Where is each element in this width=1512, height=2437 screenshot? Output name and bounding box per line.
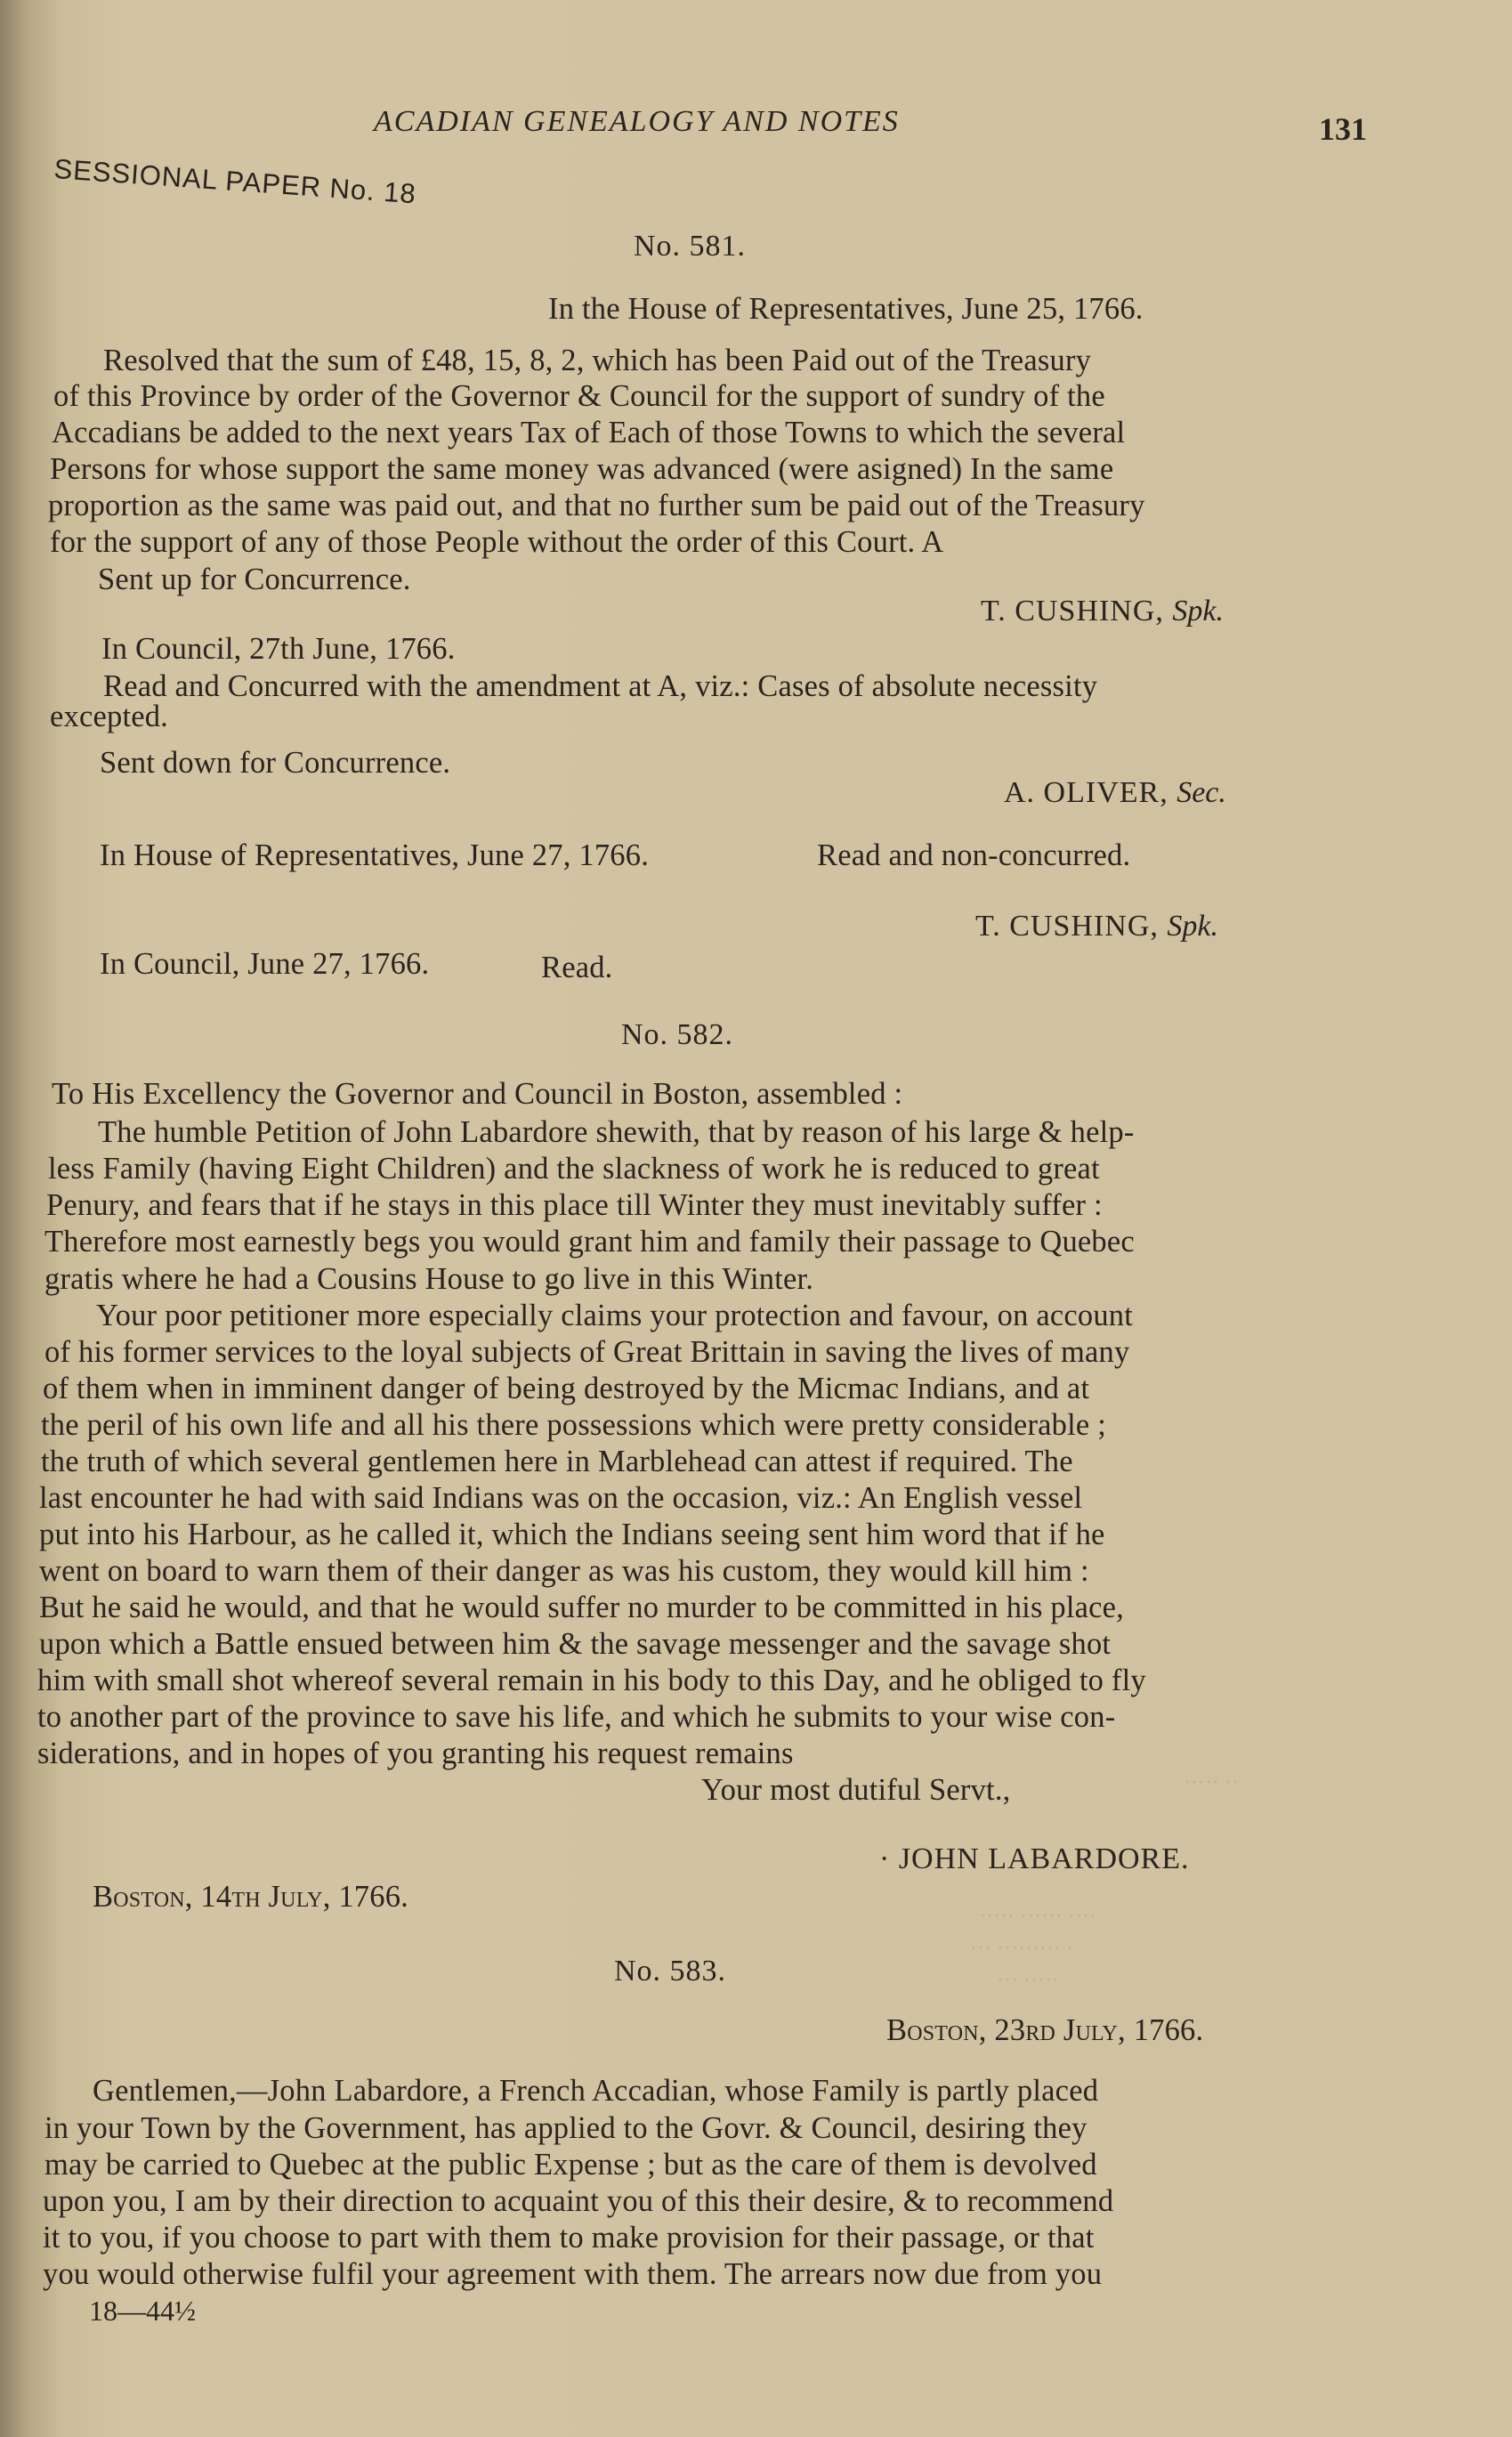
doc-582-line: less Family (having Eight Children) and the slackness of work he is reduced to great [48,1152,1100,1186]
doc-582-line: upon which a Battle ensued between him & the savage messenger and the savage shot [39,1627,1112,1661]
doc-582-line: But he said he would, and that he would suffer no murder to be committed in his place, [39,1591,1125,1624]
council-result-2: Read. [541,951,613,984]
house-result-2: Read and non-concurred. [817,838,1131,872]
doc-582-line: The humble Petition of John Labardore shewith, that by reason of his large & help- [98,1115,1135,1149]
doc-581-line: Accadians be added to the next years Tax of Each of those Towns to which the several [52,416,1126,449]
doc-581-line: Sent up for Concurrence. [98,563,411,596]
doc-582-line: siderations, and in hopes of you granting his request remains [37,1737,794,1770]
council-date-2: In Council, June 27, 1766. [100,947,430,981]
doc-583-line: Gentlemen,—John Labardore, a French Accadian, whose Family is partly placed [93,2074,1099,2108]
signature-labardore: · JOHN LABARDORE. [879,1842,1190,1875]
doc-582-number: No. 582. [621,1018,734,1051]
doc-583-dateline: Boston, 23rd July, 1766. [886,2013,1204,2047]
bleed-through-text: ··· ········· · [970,1937,1073,1960]
signature-cushing-2: T. CUSHING, Spk. [975,910,1218,943]
page-number: 131 [1319,111,1367,147]
bleed-through-text: ····· ······ ···· [979,1905,1096,1928]
doc-583-line: you would otherwise fulfil your agreement with them. The arrears now due from you [43,2257,1103,2291]
doc-581-number: No. 581. [634,230,747,263]
doc-582-line: the peril of his own life and all his there possessions which were pretty considerable ; [41,1408,1107,1442]
doc-581-line: proportion as the same was paid out, and that no further sum be paid out of the Treasury [48,489,1145,522]
bleed-through-text: ····· ·· [1184,1771,1239,1794]
running-title: ACADIAN GENEALOGY AND NOTES [374,105,900,138]
doc-582-line: to another part of the province to save his life, and which he submits to your wise con- [37,1700,1116,1734]
doc-582-line: the truth of which several gentlemen here in Marblehead can attest if required. The [41,1445,1073,1478]
council-date-1: In Council, 27th June, 1766. [101,632,456,666]
doc-582-line: Therefore most earnestly begs you would grant him and family their passage to Quebec [44,1225,1135,1259]
doc-583-line: may be carried to Quebec at the public Expense ; but as the care of them is devolved [44,2148,1097,2182]
bleed-through-text: ··· ····· [997,1969,1059,1992]
doc-581-line: Resolved that the sum of £48, 15, 8, 2, which has been Paid out of the Treasury [103,344,1092,377]
doc-582-line: of his former services to the loyal subjects of Great Brittain in saving the lives of many [44,1335,1130,1369]
sessional-paper-label: SESSIONAL PAPER No. 18 [53,153,417,210]
doc-582-line: To His Excellency the Governor and Council in Boston, assembled : [52,1077,903,1111]
signature-oliver: A. OLIVER, Sec. [1004,776,1226,809]
house-date-2: In House of Representatives, June 27, 1766. [100,838,650,872]
signature-cushing-1: T. CUSHING, Spk. [981,595,1224,627]
doc-582-line: went on board to warn them of their danger as was his custom, they would kill him : [39,1554,1089,1588]
doc-581-line: of this Province by order of the Governor & Council for the support of sundry of the [53,379,1105,413]
doc-583-number: No. 583. [614,1955,727,1988]
printer-signature: 18—44½ [89,2295,196,2327]
doc-582-line: put into his Harbour, as he called it, which the Indians seeing sent him word that if he [39,1518,1105,1551]
doc-583-line: it to you, if you choose to part with them to make provision for their passage, or that [43,2221,1095,2255]
doc-582-line: last encounter he had with said Indians was on the occasion, viz.: An English vessel [39,1481,1083,1515]
sent-down-line: Sent down for Concurrence. [100,746,451,780]
concur-line: Read and Concurred with the amendment at A, viz.: Cases of absolute necessity [103,669,1098,703]
doc-581-line: Persons for whose support the same money was advanced (were asigned) In the same [50,452,1114,486]
doc-581-line: for the support of any of those People without the order of this Court. A [50,525,944,559]
doc-582-line: Penury, and fears that if he stays in this place till Winter they must inevitably suffer : [46,1188,1103,1222]
doc-582-line: of them when in imminent danger of being destroyed by the Micmac Indians, and at [43,1372,1090,1405]
doc-582-line: him with small shot whereof several remain in his body to this Day, and he obliged to fly [37,1664,1146,1697]
doc-583-line: in your Town by the Government, has applied to the Govr. & Council, desiring they [44,2111,1088,2145]
petition-place-date: Boston, 14th July, 1766. [93,1880,408,1914]
concur-line: excepted. [50,700,169,733]
petition-closing: Your most dutiful Servt., [701,1773,1011,1807]
doc-581-dateline: In the House of Representatives, June 25, 1766. [548,292,1144,326]
doc-582-line: gratis where he had a Cousins House to go live in this Winter. [44,1262,814,1296]
doc-582-line: Your poor petitioner more especially claims your protection and favour, on account [96,1299,1134,1332]
doc-583-line: upon you, I am by their direction to acquaint you of this their desire, & to recommend [43,2184,1114,2218]
